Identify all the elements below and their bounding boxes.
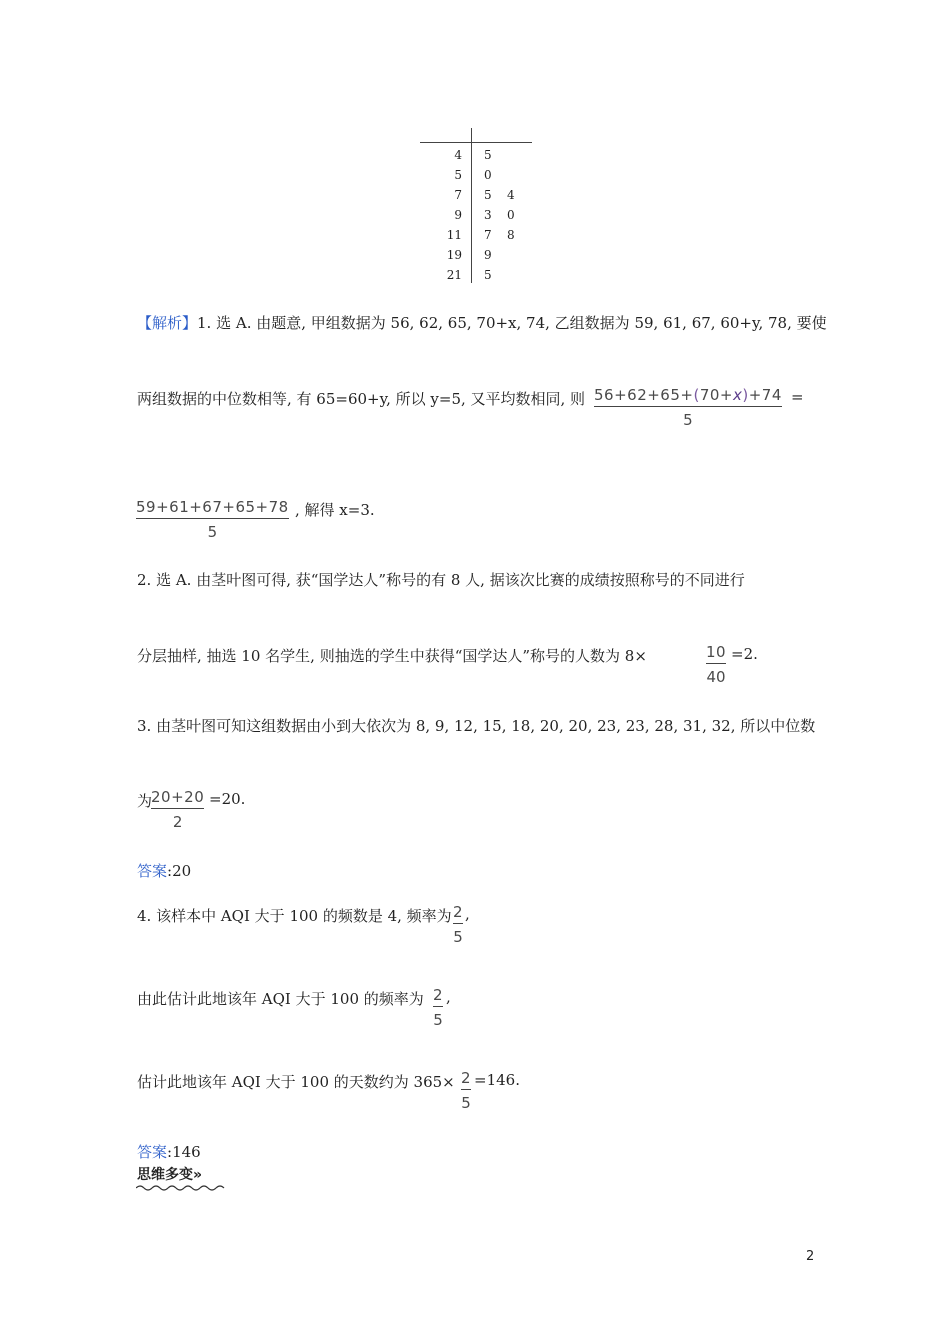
leaf-value: 5 [484,188,492,202]
thinking-variation-badge: 思维多变» [137,1167,203,1183]
solution-paragraph-3-pre: 为 [137,792,153,810]
stem-value: 9 [454,208,462,222]
solution-paragraph-4-line-3: 估计此地该年 AQI 大于 100 的天数约为 365× [137,1073,455,1091]
solution-paragraph-4-line-1: 4. 该样本中 AQI 大于 100 的频数是 4, 频率为 [137,907,452,925]
solution-paragraph-3-line-1: 3. 由茎叶图可知这组数据由小到大依次为 8, 9, 12, 15, 18, 20, 20, 23, 23, 28, 31, 32, 所以中位数 [137,717,816,735]
answer-2: 答案:146 [137,1143,201,1161]
fraction-denominator: 5 [683,411,693,429]
stem-leaf-header-line [420,142,532,143]
fraction-mean-group-a [594,386,782,429]
solution-paragraph-1-line-2: 两组数据的中位数相等, 有 65=60+y, 所以 y=5, 又平均数相同, 则 [137,390,586,408]
fraction-numerator: 20+20 [151,788,204,809]
page-number: 2 [806,1249,815,1264]
stem-leaf-plot [420,128,532,283]
stem-leaf-divider [471,128,472,283]
leaf-value: 9 [484,248,492,262]
comma: , [465,905,470,923]
leaf-value: 5 [484,268,492,282]
comma: , [446,988,451,1006]
fraction-frequency-3 [461,1069,471,1112]
solution-paragraph-4-line-2: 由此估计此地该年 AQI 大于 100 的频率为 [137,990,424,1008]
fraction-numerator: 10 [706,643,726,664]
leaf-value: 7 [484,228,492,242]
solution-paragraph-4-tail: =146. [474,1071,520,1089]
answer-label: 答案 [137,862,168,880]
fraction-numerator: 56+62+65+(70+x)+74 [594,386,782,407]
fraction-denominator: 5 [453,928,463,946]
fraction-numerator: 2 [433,986,443,1007]
stem-value: 4 [454,148,462,162]
leaf-value: 3 [484,208,492,222]
fraction-denominator: 5 [433,1011,443,1029]
solution-paragraph-2-tail: =2. [731,645,758,663]
leaf-value: 5 [484,148,492,162]
stem-value: 21 [446,268,462,282]
stem-value: 19 [446,248,462,262]
solution-paragraph-3-tail: =20. [209,790,246,808]
fraction-denominator: 2 [172,813,183,831]
fraction-denominator: 40 [706,668,726,686]
fraction-frequency-1 [453,903,463,946]
fraction-sampling-ratio [706,643,726,686]
leaf-value: 8 [507,228,515,242]
stem-value: 11 [446,228,462,242]
equals-sign: = [791,388,804,406]
answer-1: 答案:20 [137,862,192,880]
fraction-numerator: 59+61+67+65+78 [136,498,289,519]
leaf-value: 0 [507,208,515,222]
solution-label: 【解析】 [137,314,198,332]
solution-paragraph-1-tail: , 解得 x=3. [295,501,375,519]
fraction-numerator: 2 [453,903,463,924]
fraction-median [151,788,204,831]
fraction-frequency-2 [433,986,443,1029]
leaf-value: 0 [484,168,492,182]
fraction-mean-group-b [136,498,289,541]
fraction-denominator: 5 [461,1094,471,1112]
stem-value: 7 [454,188,462,202]
solution-paragraph-2-line-1: 2. 选 A. 由茎叶图可得, 获“国学达人”称号的有 8 人, 据该次比赛的成绩按照称号的不同进行 [137,571,745,589]
solution-paragraph-1-line-1: 【解析】1. 选 A. 由题意, 甲组数据为 56, 62, 65, 70+x, 74, 乙组数据为 59, 61, 67, 60+y, 78, 要使 [137,314,827,332]
solution-paragraph-2-line-2: 分层抽样, 抽选 10 名学生, 则抽选的学生中获得“国学达人”称号的人数为 8× [137,647,647,665]
fraction-denominator: 5 [207,523,218,541]
answer-label: 答案 [137,1143,168,1161]
badge-underline-wave [136,1184,228,1192]
fraction-numerator: 2 [461,1069,471,1090]
leaf-value: 4 [507,188,515,202]
stem-value: 5 [454,168,462,182]
